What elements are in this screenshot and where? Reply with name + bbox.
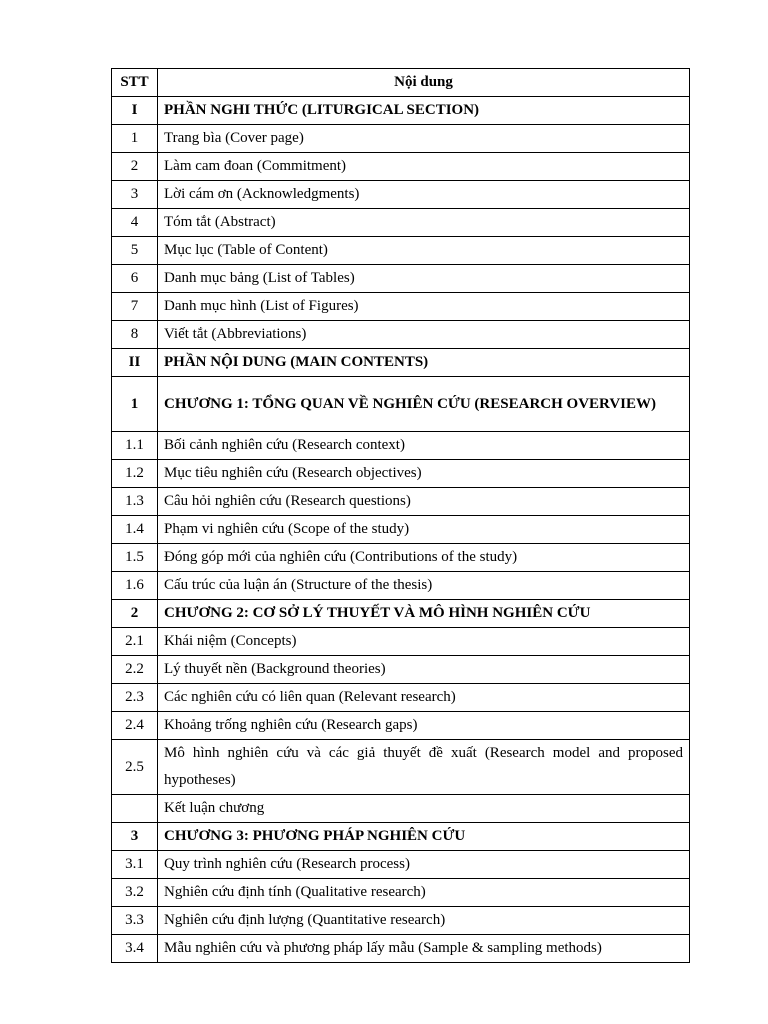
row-number: 2.1	[112, 628, 158, 656]
row-content: Danh mục bảng (List of Tables)	[158, 265, 690, 293]
row-number: 1.3	[112, 488, 158, 516]
row-number: 1.5	[112, 544, 158, 572]
row-number: II	[112, 349, 158, 377]
row-content: Phạm vi nghiên cứu (Scope of the study)	[158, 516, 690, 544]
table-row	[112, 656, 690, 684]
row-content: Nghiên cứu định lượng (Quantitative research)	[158, 907, 690, 935]
row-number: 3.4	[112, 935, 158, 963]
table-header	[112, 69, 690, 97]
row-content: Khoảng trống nghiên cứu (Research gaps)	[158, 712, 690, 740]
table-row	[112, 740, 690, 795]
row-content: Làm cam đoan (Commitment)	[158, 153, 690, 181]
row-number: 2.3	[112, 684, 158, 712]
table-of-contents	[111, 68, 690, 963]
row-number: 3	[112, 823, 158, 851]
table-row	[112, 600, 690, 628]
table-row	[112, 907, 690, 935]
table-row	[112, 935, 690, 963]
row-number: 3.2	[112, 879, 158, 907]
row-content: Câu hỏi nghiên cứu (Research questions)	[158, 488, 690, 516]
table-row	[112, 823, 690, 851]
table-row	[112, 125, 690, 153]
table-row	[112, 488, 690, 516]
table-header-row	[112, 69, 690, 97]
row-content: Kết luận chương	[158, 795, 690, 823]
row-number: 8	[112, 321, 158, 349]
row-number: 3.1	[112, 851, 158, 879]
table-row	[112, 153, 690, 181]
table-row	[112, 684, 690, 712]
row-number: 1	[112, 377, 158, 432]
row-number: 2	[112, 153, 158, 181]
table-row	[112, 516, 690, 544]
table-row	[112, 293, 690, 321]
table-row	[112, 97, 690, 125]
row-content: Lời cám ơn (Acknowledgments)	[158, 181, 690, 209]
table-row	[112, 460, 690, 488]
row-content: Tóm tắt (Abstract)	[158, 209, 690, 237]
row-content: CHƯƠNG 3: PHƯƠNG PHÁP NGHIÊN CỨU	[158, 823, 690, 851]
row-number: 2.4	[112, 712, 158, 740]
table-row	[112, 181, 690, 209]
row-content: Quy trình nghiên cứu (Research process)	[158, 851, 690, 879]
row-content: Mô hình nghiên cứu và các giả thuyết đề xuất (Research model and proposed hypotheses)	[158, 740, 690, 795]
row-number: 2.2	[112, 656, 158, 684]
row-content: PHẦN NỘI DUNG (MAIN CONTENTS)	[158, 349, 690, 377]
row-number: 1.2	[112, 460, 158, 488]
row-number: 1.4	[112, 516, 158, 544]
row-content: Danh mục hình (List of Figures)	[158, 293, 690, 321]
row-content: Mục lục (Table of Content)	[158, 237, 690, 265]
row-number: 2	[112, 600, 158, 628]
table-row	[112, 377, 690, 432]
table-row	[112, 879, 690, 907]
row-number: 7	[112, 293, 158, 321]
row-content: Lý thuyết nền (Background theories)	[158, 656, 690, 684]
row-content: Trang bìa (Cover page)	[158, 125, 690, 153]
row-number: 3	[112, 181, 158, 209]
row-content: CHƯƠNG 1: TỔNG QUAN VỀ NGHIÊN CỨU (RESEARCH OVERVIEW)	[158, 377, 690, 432]
row-number: 3.3	[112, 907, 158, 935]
row-content: Đóng góp mới của nghiên cứu (Contributions of the study)	[158, 544, 690, 572]
content-column-header: Nội dung	[158, 69, 690, 97]
row-number: 2.5	[112, 740, 158, 795]
stt-column-header: STT	[112, 69, 158, 97]
table-body	[112, 97, 690, 963]
table-row	[112, 544, 690, 572]
row-content: Mục tiêu nghiên cứu (Research objectives)	[158, 460, 690, 488]
row-number: 1	[112, 125, 158, 153]
row-content: Bối cảnh nghiên cứu (Research context)	[158, 432, 690, 460]
row-content: Mẫu nghiên cứu và phương pháp lấy mẫu (Sample & sampling methods)	[158, 935, 690, 963]
row-content: Khái niệm (Concepts)	[158, 628, 690, 656]
row-content: CHƯƠNG 2: CƠ SỞ LÝ THUYẾT VÀ MÔ HÌNH NGHIÊN CỨU	[158, 600, 690, 628]
row-content: Cấu trúc của luận án (Structure of the thesis)	[158, 572, 690, 600]
table-row	[112, 851, 690, 879]
row-number	[112, 795, 158, 823]
table-row	[112, 349, 690, 377]
row-number: 1.1	[112, 432, 158, 460]
row-content: Nghiên cứu định tính (Qualitative research)	[158, 879, 690, 907]
table-row	[112, 628, 690, 656]
row-content: PHẦN NGHI THỨC (LITURGICAL SECTION)	[158, 97, 690, 125]
table-row	[112, 321, 690, 349]
row-number: 4	[112, 209, 158, 237]
table-row	[112, 209, 690, 237]
table-row	[112, 237, 690, 265]
row-number: 1.6	[112, 572, 158, 600]
table-row	[112, 265, 690, 293]
row-number: 5	[112, 237, 158, 265]
row-content: Viết tắt (Abbreviations)	[158, 321, 690, 349]
row-number: 6	[112, 265, 158, 293]
table-row	[112, 712, 690, 740]
row-number: I	[112, 97, 158, 125]
table-row	[112, 572, 690, 600]
row-content: Các nghiên cứu có liên quan (Relevant research)	[158, 684, 690, 712]
table-row	[112, 432, 690, 460]
table-row	[112, 795, 690, 823]
